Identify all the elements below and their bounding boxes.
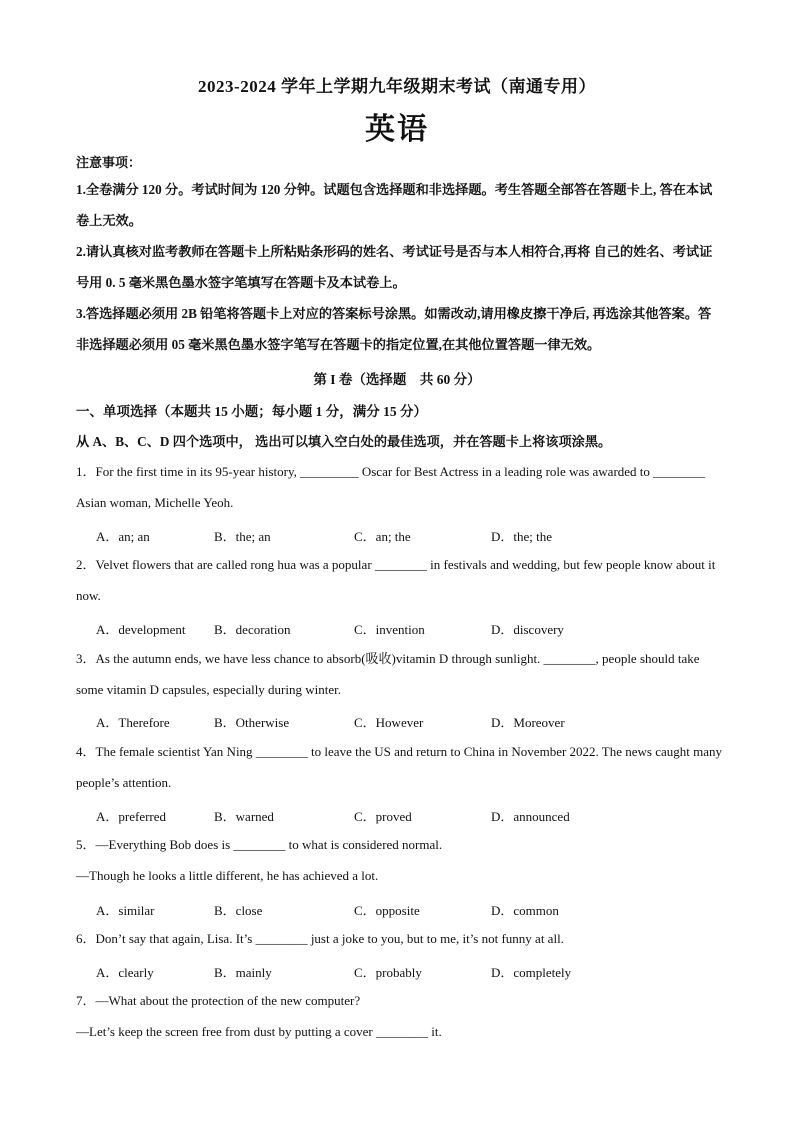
instruction-text: 从 A、B、C、D 四个选项中， 选出可以填入空白处的最佳选项，并在答题卡上将该项涂黑。 xyxy=(76,434,612,449)
option-a: A．an; an xyxy=(96,529,150,544)
option-c: C．an; the xyxy=(354,529,411,544)
question-3-options xyxy=(96,712,716,732)
question-2-options xyxy=(96,619,716,639)
question-1-options xyxy=(96,526,716,546)
part-title: 一、单项选择（本题共 15 小题；每小题 1 分，满分 15 分） xyxy=(76,404,427,419)
question-6-text: 6．Don’t say that again, Lisa. It’s ________ just a joke to you, but to me, it’s not funny at all. xyxy=(76,931,564,946)
option-c: C．proved xyxy=(354,809,412,824)
question-2-text: 2．Velvet flowers that are called rong hua was a popular ________ in festivals and wedding, but few people know about it now. xyxy=(76,557,716,603)
option-c: C．invention xyxy=(354,622,425,637)
option-d: D．discovery xyxy=(491,622,564,637)
option-c: C．opposite xyxy=(354,903,420,918)
option-d: D．Moreover xyxy=(491,715,565,730)
question-4-options xyxy=(96,806,716,826)
option-b: B．warned xyxy=(214,809,274,824)
question-4-text: 4．The female scientist Yan Ning ________ to leave the US and return to China in November 2022. The news caught many people’s attention. xyxy=(76,744,723,790)
note-item-2: 2.请认真核对监考教师在答题卡上所粘贴条形码的姓名、考试证号是否与本人相符合,再将 自己的姓名、考试证号用 0. 5 毫米黑色墨水签字笔填写在答题卡及本试卷上。 xyxy=(76,244,713,290)
option-d: D．completely xyxy=(491,965,572,980)
question-3-text: 3．As the autumn ends, we have less chance to absorb(吸收)vitamin D through sunlight. ________, people should take some vitamin D capsules, especially during winter. xyxy=(76,651,700,697)
option-b: B．Otherwise xyxy=(214,715,290,730)
subject-title: 英语 xyxy=(365,113,429,146)
option-a: A．clearly xyxy=(96,965,154,980)
notes-heading: 注意事项： xyxy=(76,155,142,170)
exam-title: 2023-2024 学年上学期九年级期末考试（南通专用） xyxy=(198,77,596,96)
option-c: C．However xyxy=(354,715,424,730)
option-a: A．preferred xyxy=(96,809,167,824)
question-7-line-2: —Let’s keep the screen free from dust by putting a cover ________ it. xyxy=(76,1024,442,1039)
option-a: A．development xyxy=(96,622,186,637)
option-b: B．decoration xyxy=(214,622,291,637)
option-a: A．Therefore xyxy=(96,715,170,730)
question-5-line-2: —Though he looks a little different, he has achieved a lot. xyxy=(76,868,379,883)
option-b: B．close xyxy=(214,903,263,918)
question-7-line-1: 7．—What about the protection of the new computer? xyxy=(76,993,361,1008)
option-c: C．probably xyxy=(354,965,422,980)
question-1-text: 1．For the first time in its 95-year history, _________ Oscar for Best Actress in a leading role was awarded to ________ Asian woman, Michelle Yeoh. xyxy=(76,464,706,510)
option-d: D．the; the xyxy=(491,529,553,544)
option-d: D．announced xyxy=(491,809,570,824)
section-title: 第 I 卷（选择题 共 60 分） xyxy=(313,372,481,387)
question-6-options xyxy=(96,962,716,982)
option-b: B．mainly xyxy=(214,965,272,980)
question-5-options xyxy=(96,900,716,920)
option-d: D．common xyxy=(491,903,559,918)
option-b: B．the; an xyxy=(214,529,271,544)
option-a: A．similar xyxy=(96,903,155,918)
question-5-line-1: 5．—Everything Bob does is ________ to what is considered normal. xyxy=(76,837,443,852)
note-item-1: 1.全卷满分 120 分。考试时间为 120 分钟。试题包含选择题和非选择题。考生答题全部答在答题卡上, 答在本试卷上无效。 xyxy=(76,182,713,228)
note-item-3: 3.答选择题必须用 2B 铅笔将答题卡上对应的答案标号涂黑。如需改动,请用橡皮擦干净后, 再选涂其他答案。答非选择题必须用 05 毫米黑色墨水签字笔写在答题卡的指定位置,在其他位置答题一律无效。 xyxy=(76,306,712,352)
